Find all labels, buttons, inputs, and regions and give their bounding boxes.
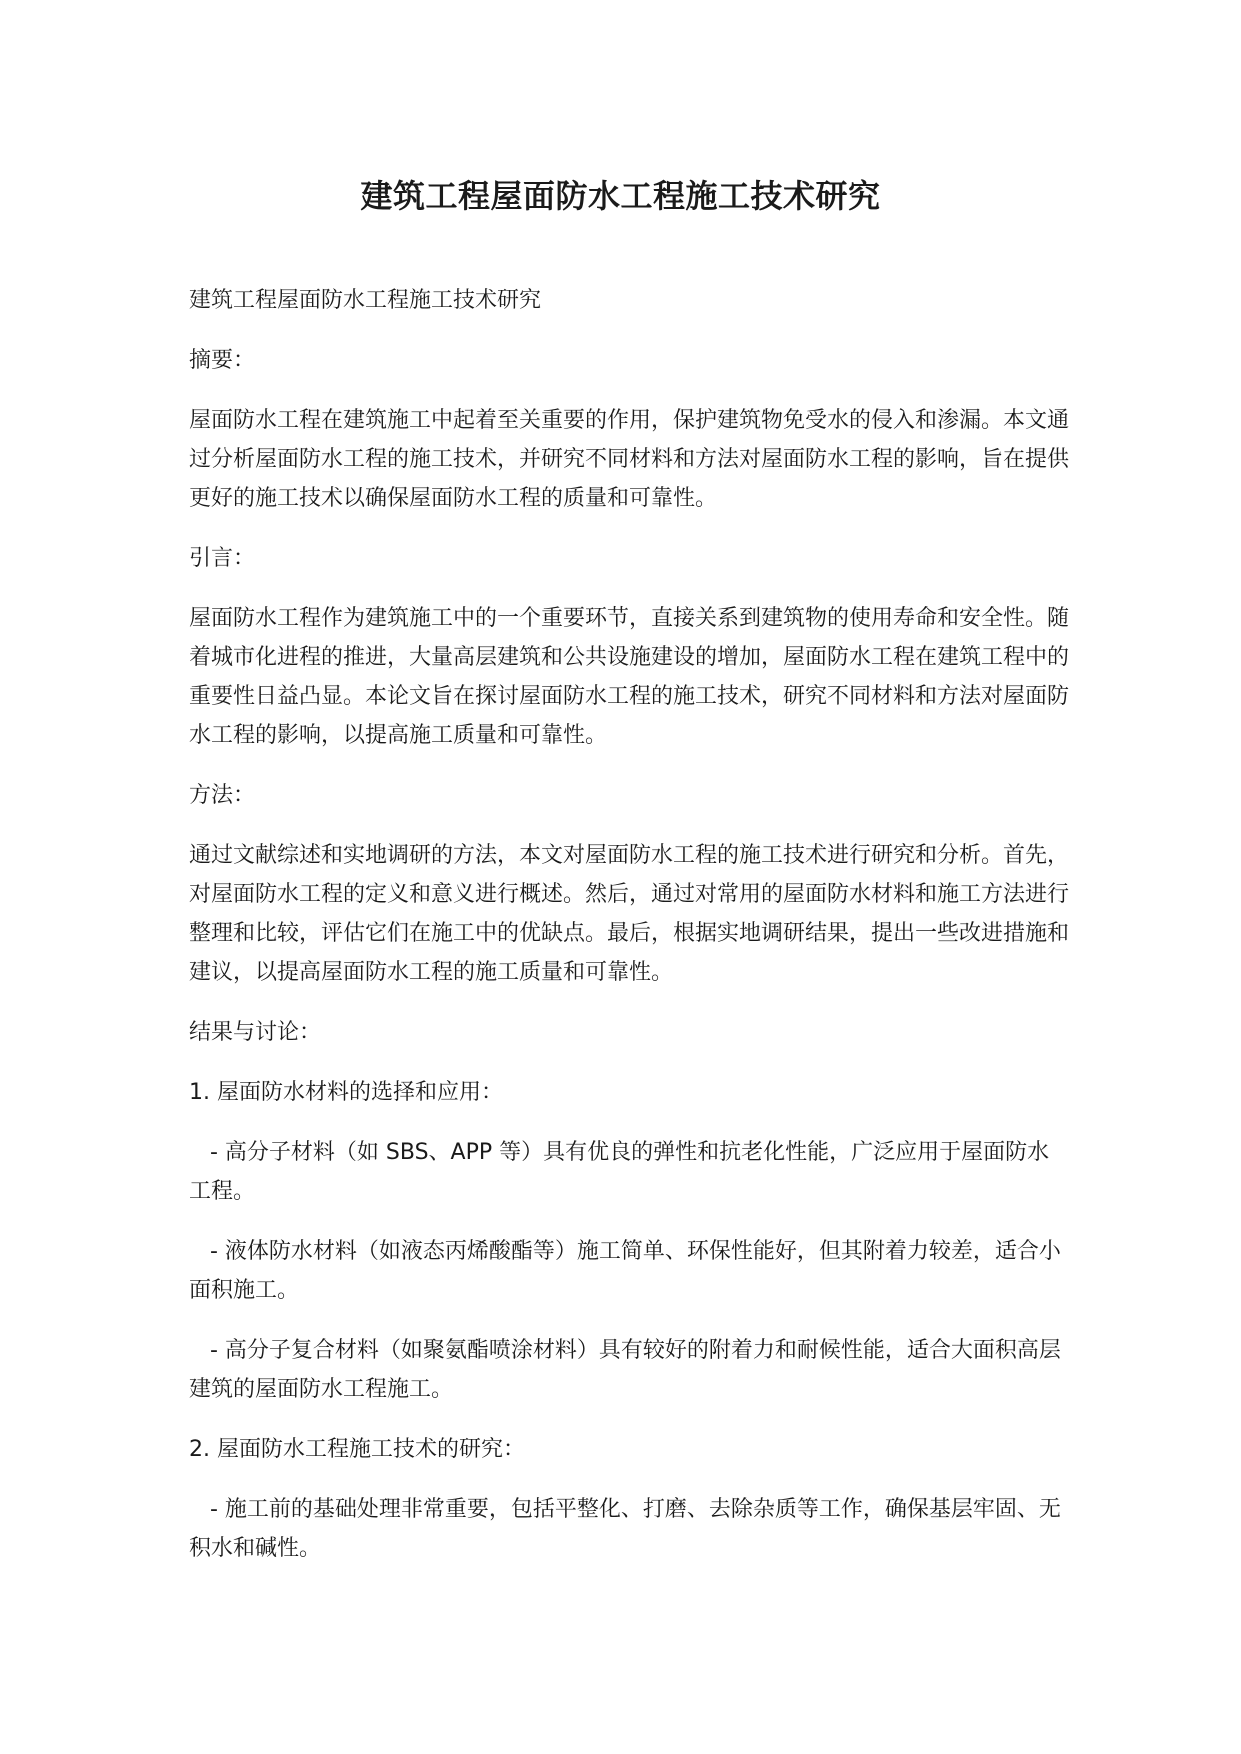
paragraph-subtitle: 建筑工程屋面防水工程施工技术研究 xyxy=(189,288,542,313)
list-item-polymer: - 高分子材料（如 SBS、APP 等）具有优良的弹性和抗老化性能，广泛应用于屋面防水工程。 xyxy=(189,1140,1050,1204)
list-item-base-treatment: - 施工前的基础处理非常重要，包括平整化、打磨、去除杂质等工作，确保基层牢固、无积水和碱性。 xyxy=(189,1497,1061,1561)
document-body xyxy=(189,281,1069,1589)
list-item-composite: - 高分子复合材料（如聚氨酯喷涂材料）具有较好的附着力和耐候性能，适合大面积高层建筑的屋面防水工程施工。 xyxy=(189,1338,1061,1402)
list-item-liquid: - 液体防水材料（如液态丙烯酸酯等）施工简单、环保性能好，但其附着力较差，适合小面积施工。 xyxy=(189,1239,1061,1303)
list-heading-materials: 1. 屋面防水材料的选择和应用： xyxy=(189,1080,503,1105)
document-title: 建筑工程屋面防水工程施工技术研究 xyxy=(360,177,881,215)
heading-introduction: 引言： xyxy=(189,546,256,571)
heading-abstract: 摘要： xyxy=(189,348,256,373)
list-heading-techniques: 2. 屋面防水工程施工技术的研究： xyxy=(189,1437,525,1462)
heading-method: 方法： xyxy=(189,783,256,808)
paragraph-abstract: 屋面防水工程在建筑施工中起着至关重要的作用，保护建筑物免受水的侵入和渗漏。本文通过分析屋面防水工程的施工技术，并研究不同材料和方法对屋面防水工程的影响，旨在提供更好的施工技术以确保屋面防水工程的质量和可靠性。 xyxy=(189,408,1070,511)
heading-results: 结果与讨论： xyxy=(189,1020,322,1045)
paragraph-method: 通过文献综述和实地调研的方法，本文对屋面防水工程的施工技术进行研究和分析。首先，对屋面防水工程的定义和意义进行概述。然后，通过对常用的屋面防水材料和施工方法进行整理和比较，评估它们在施工中的优缺点。最后，根据实地调研结果，提出一些改进措施和建议，以提高屋面防水工程的施工质量和可靠性。 xyxy=(189,843,1070,985)
paragraph-introduction: 屋面防水工程作为建筑施工中的一个重要环节，直接关系到建筑物的使用寿命和安全性。随着城市化进程的推进，大量高层建筑和公共设施建设的增加，屋面防水工程在建筑工程中的重要性日益凸显。本论文旨在探讨屋面防水工程的施工技术，研究不同材料和方法对屋面防水工程的影响，以提高施工质量和可靠性。 xyxy=(189,606,1070,748)
